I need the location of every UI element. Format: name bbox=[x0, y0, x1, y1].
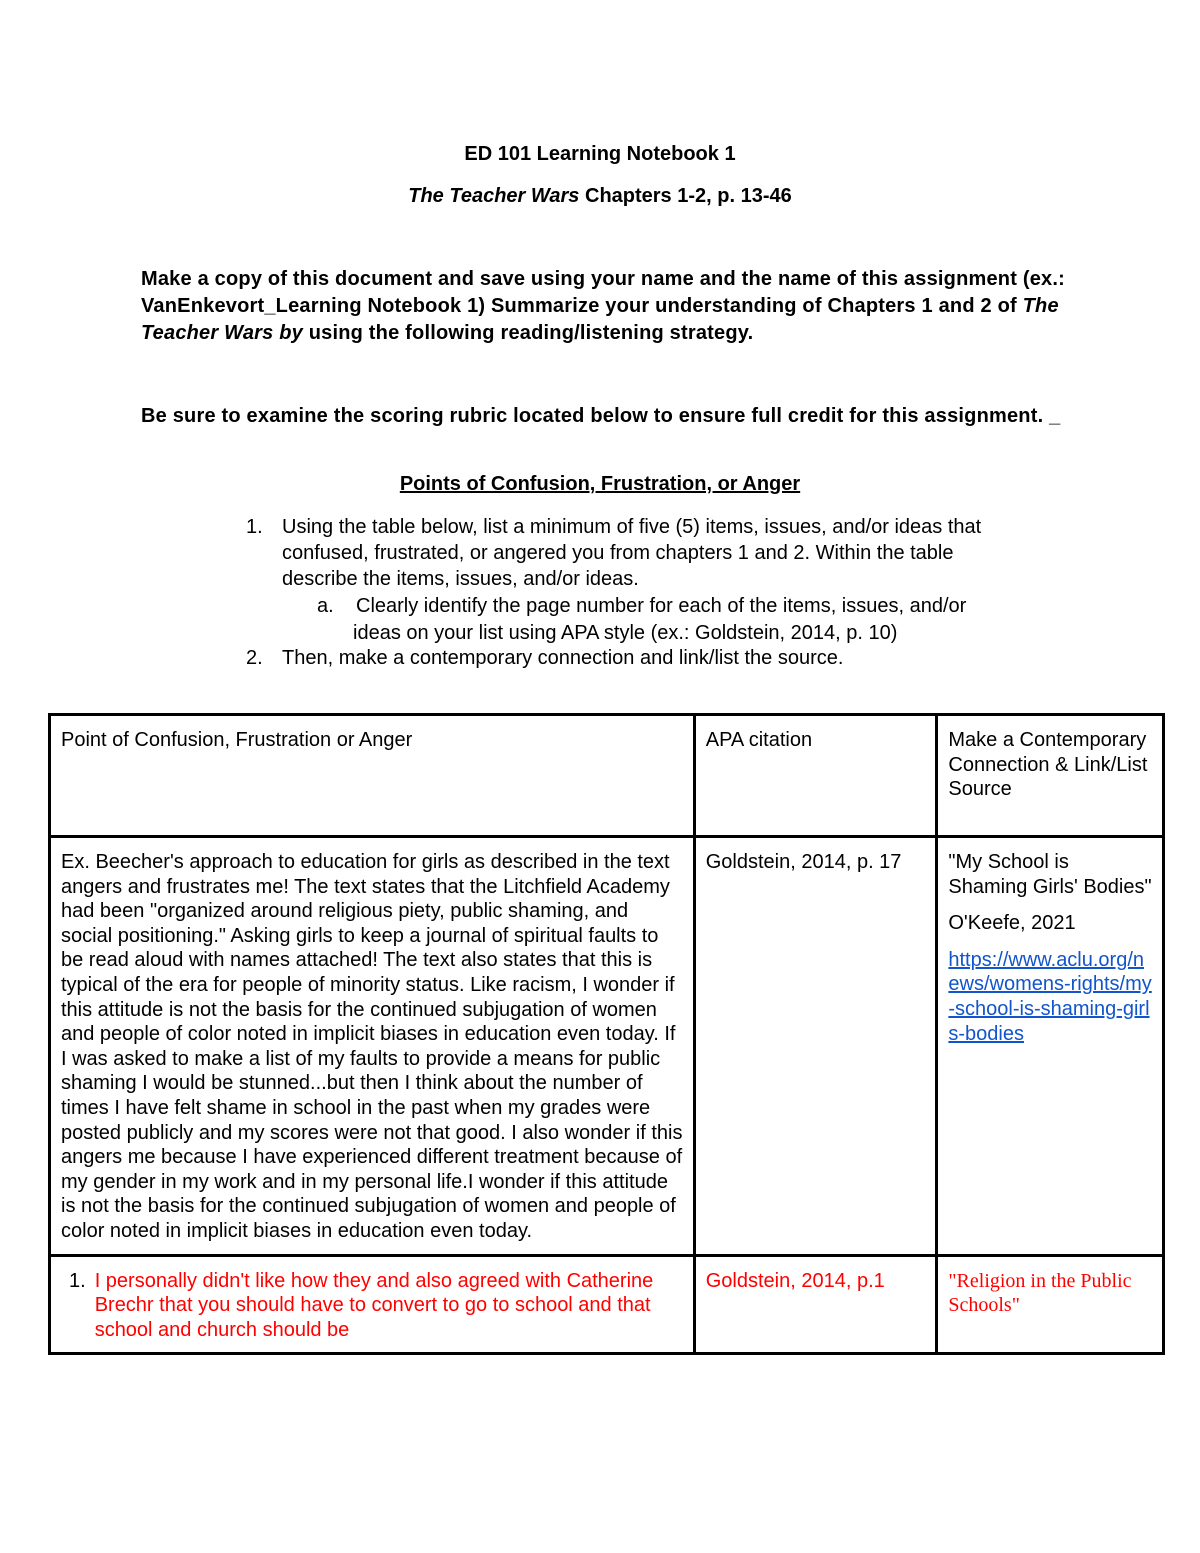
list-item-1-line-2: confused, frustrated, or angered you from chapters 1 and 2. Within the table bbox=[282, 542, 954, 564]
list-item-1-line-1: Using the table below, list a minimum of five (5) items, issues, and/or ideas that bbox=[282, 516, 982, 538]
list-number-2: 2. bbox=[246, 647, 263, 669]
instructions-paragraph-2: Be sure to examine the scoring rubric located below to ensure full credit for this assignment. _ bbox=[141, 405, 1061, 427]
instructions-book-title: The Teacher Wars by bbox=[141, 295, 1059, 344]
header-contemporary-connection: Make a Contemporary Connection & Link/List Source bbox=[937, 715, 1164, 837]
example-connection-cell bbox=[937, 837, 1164, 1256]
section-heading: Points of Confusion, Frustration, or Anger bbox=[399, 473, 801, 495]
list-sub-a-line-1: Clearly identify the page number for each of the items, issues, and/or bbox=[356, 595, 967, 617]
header-point-of-confusion: Point of Confusion, Frustration or Anger bbox=[50, 715, 695, 837]
list-sub-a-line-2: ideas on your list using APA style (ex.: Goldstein, 2014, p. 10) bbox=[353, 622, 898, 644]
connection-link[interactable]: https://www.aclu.org/news/womens-rights/my-school-is-shaming-girls-bodies bbox=[948, 948, 1152, 1045]
example-citation-cell: Goldstein, 2014, p. 17 bbox=[694, 837, 937, 1256]
row-1-text-cell bbox=[50, 1255, 695, 1354]
table-header-row bbox=[50, 715, 1164, 837]
table-row bbox=[50, 1255, 1164, 1354]
example-text-cell: Ex. Beecher's approach to education for girls as described in the text angers and frustrates me! The text states that the Litchfield Academy had been "organized around religious piety, public shaming, and social positioning." Asking girls to keep a journal of spiritual faults to be read aloud with names attached! The text also states that this is typical of the era for people of minority status. Like racism, I wonder if this attitude is not the basis for the continued subjugation of women and people of color noted in implicit biases in education even today. If I was asked to make a list of my faults to provide a means for public shaming I would be stunned...but then I think about the number of times I have felt shame in school in the past when my grades were posted publicly and my scores were not that good. I also wonder if this angers me because I have experienced different treatment because of my gender in my work and in my personal life.I wonder if this attitude is not the basis for the continued subjugation of women and people of color noted in implicit biases in education even today. bbox=[50, 837, 695, 1256]
row-1-connection-cell: "Religion in the Public Schools" bbox=[937, 1255, 1164, 1354]
list-item-2: Then, make a contemporary connection and link/list the source. bbox=[282, 647, 844, 669]
subtitle-chapters: Chapters 1-2, p. 13-46 bbox=[579, 185, 792, 207]
list-sub-a-letter: a. bbox=[317, 595, 334, 617]
instructions-text-1b: using the following reading/listening strategy. bbox=[302, 322, 754, 344]
connection-author: O'Keefe, 2021 bbox=[948, 912, 1076, 935]
table-row-example bbox=[50, 837, 1164, 1256]
row-1-number: 1. bbox=[69, 1269, 86, 1292]
list-item-1-line-3: describe the items, issues, and/or ideas. bbox=[282, 568, 639, 590]
connection-article-title: "My School is Shaming Girls' Bodies" bbox=[948, 851, 1152, 898]
list-number-1: 1. bbox=[246, 516, 263, 538]
row-1-citation-cell: Goldstein, 2014, p.1 bbox=[694, 1255, 937, 1354]
row-1-text: I personally didn't like how they and also agreed with Catherine Brechr that you should have to convert to go to school and that school and church should be bbox=[94, 1269, 654, 1341]
instructions-text-1a: Make a copy of this document and save using your name and the name of this assignment (ex.: VanEnkevort_Learning Notebook 1) Summarize your understanding of Chapters 1 and 2 of bbox=[141, 268, 1065, 317]
response-table bbox=[48, 713, 1165, 1355]
header-apa-citation: APA citation bbox=[694, 715, 937, 837]
book-title: The Teacher Wars bbox=[408, 185, 580, 207]
document-subtitle bbox=[0, 183, 1200, 209]
document-title: ED 101 Learning Notebook 1 bbox=[464, 143, 736, 165]
instructions-paragraph-1 bbox=[141, 266, 1071, 347]
